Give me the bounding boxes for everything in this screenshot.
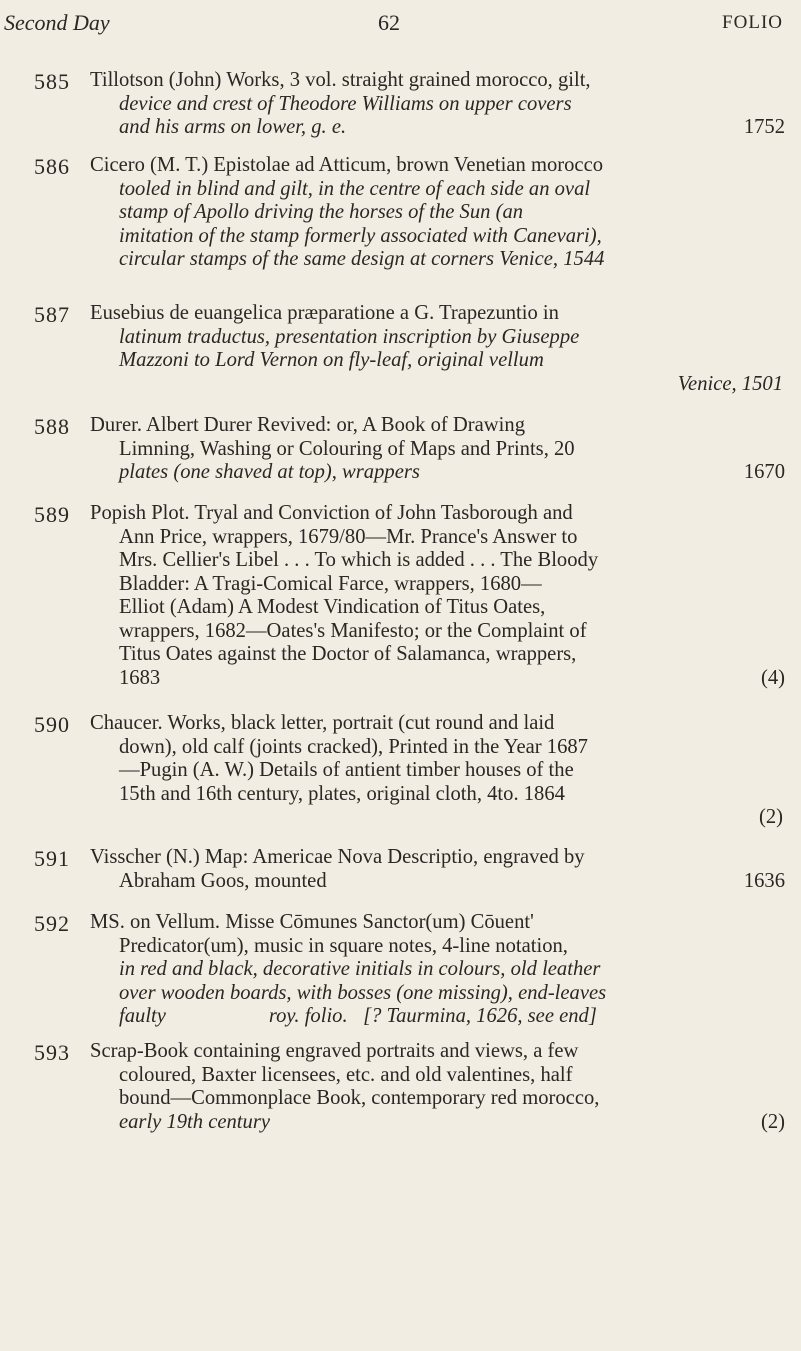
lot-number: 591: [34, 846, 70, 871]
lot-line: Scrap-Book containing engraved portraits and views, a few: [90, 1040, 579, 1062]
lot-line: over wooden boards, with bosses (one missing), end-leaves: [119, 981, 607, 1004]
lot-line: Visscher (N.) Map: Americae Nova Descriptio, engraved by: [90, 846, 585, 868]
lot-line: Ann Price, wrappers, 1679/80—Mr. Prance's Answer to: [119, 525, 578, 548]
lot-description: [90, 846, 785, 893]
lot-description: [90, 1040, 785, 1134]
lot-line: tooled in blind and gilt, in the centre of each side an oval: [119, 177, 591, 200]
lot-count: (2): [760, 1110, 785, 1133]
lot-line: plates (one shaved at top), wrappers 1670: [119, 461, 785, 483]
lot-line: bound—Commonplace Book, contemporary red morocco,: [119, 1087, 600, 1109]
format-label: FOLIO: [722, 12, 783, 33]
lot-line: down), old calf (joints cracked), Printed in the Year 1687: [119, 735, 588, 758]
page-header: [0, 10, 801, 42]
lot-number: 589: [34, 502, 70, 527]
lot-line: 1683 (4): [119, 666, 785, 689]
lot-description: [90, 502, 785, 690]
lot-line: —Pugin (A. W.) Details of antient timber houses of the: [119, 759, 574, 781]
lot-line: Durer. Albert Durer Revived: or, A Book of Drawing: [90, 414, 525, 436]
lot-description: [90, 712, 785, 830]
lot-line: Tillotson (John) Works, 3 vol. straight grained morocco, gilt,: [90, 69, 591, 91]
lot-line: Limning, Washing or Colouring of Maps and Prints, 20: [119, 437, 575, 460]
lot-description: [90, 302, 785, 396]
lot-line: Elliot (Adam) A Modest Vindication of Titus Oates,: [119, 596, 546, 618]
lot-line: and his arms on lower, g. e. 1752: [119, 116, 785, 138]
lot-date: Venice, 1501: [677, 372, 783, 395]
lot-line: latinum traductus, presentation inscription by Giuseppe: [119, 325, 580, 348]
lot-date: 1636: [743, 869, 785, 892]
lot-line: imitation of the stamp formerly associated with Canevari),: [119, 224, 602, 247]
lot-line: Bladder: A Tragi-Comical Farce, wrappers, 1680—: [119, 572, 542, 595]
lot-description: [90, 414, 785, 485]
lot-number: 588: [34, 414, 70, 439]
lot-count: (4): [760, 666, 785, 689]
lot-line: circular stamps of the same design at corners Venice, 1544: [119, 248, 605, 270]
lot-number: 587: [34, 302, 70, 327]
lot-line: Eusebius de euangelica præparatione a G. Trapezuntio in: [90, 302, 559, 324]
lot-line: Abraham Goos, mounted 1636: [119, 869, 785, 892]
lot-count: (2): [758, 806, 783, 828]
lot-line: Chaucer. Works, black letter, portrait (cut round and laid: [90, 712, 555, 734]
lot-line: Mazzoni to Lord Vernon on fly-leaf, original vellum: [119, 349, 544, 371]
lot-line: Predicator(um), music in square notes, 4-line notation,: [119, 934, 568, 957]
lot-line: Mrs. Cellier's Libel . . . To which is added . . . The Bloody: [119, 549, 599, 571]
lot-number: 593: [34, 1040, 70, 1065]
lot-number: 586: [34, 154, 70, 179]
lot-number: 590: [34, 712, 70, 737]
lot-line: MS. on Vellum. Misse Cōmunes Sanctor(um) Cōuent': [90, 911, 534, 933]
lot-number: 585: [34, 69, 70, 94]
lot-date: 1670: [743, 461, 785, 483]
lot-line: faulty roy. folio. [? Taurmina, 1626, see end]: [119, 1005, 597, 1027]
lot-description: [90, 154, 785, 272]
lot-description: [90, 69, 785, 140]
lot-number: 592: [34, 911, 70, 936]
lot-line: early 19th century (2): [119, 1110, 785, 1133]
lot-line: Cicero (M. T.) Epistolae ad Atticum, brown Venetian morocco: [90, 154, 604, 176]
lot-line: wrappers, 1682—Oates's Manifesto; or the Complaint of: [119, 619, 587, 642]
page-number: 62: [378, 10, 400, 35]
lot-line: stamp of Apollo driving the horses of the Sun (an: [119, 201, 524, 223]
lot-line: Popish Plot. Tryal and Conviction of John Tasborough and: [90, 502, 573, 524]
lot-line: Titus Oates against the Doctor of Salamanca, wrappers,: [119, 643, 577, 665]
running-title: Second Day: [4, 10, 110, 35]
lot-line: coloured, Baxter licensees, etc. and old valentines, half: [119, 1063, 573, 1086]
lot-date: 1752: [743, 116, 785, 138]
lot-line: 15th and 16th century, plates, original cloth, 4to. 1864: [119, 782, 565, 805]
lot-line: in red and black, decorative initials in colours, old leather: [119, 958, 601, 980]
lot-line: device and crest of Theodore Williams on upper covers: [119, 92, 572, 115]
lot-description: [90, 911, 785, 1029]
